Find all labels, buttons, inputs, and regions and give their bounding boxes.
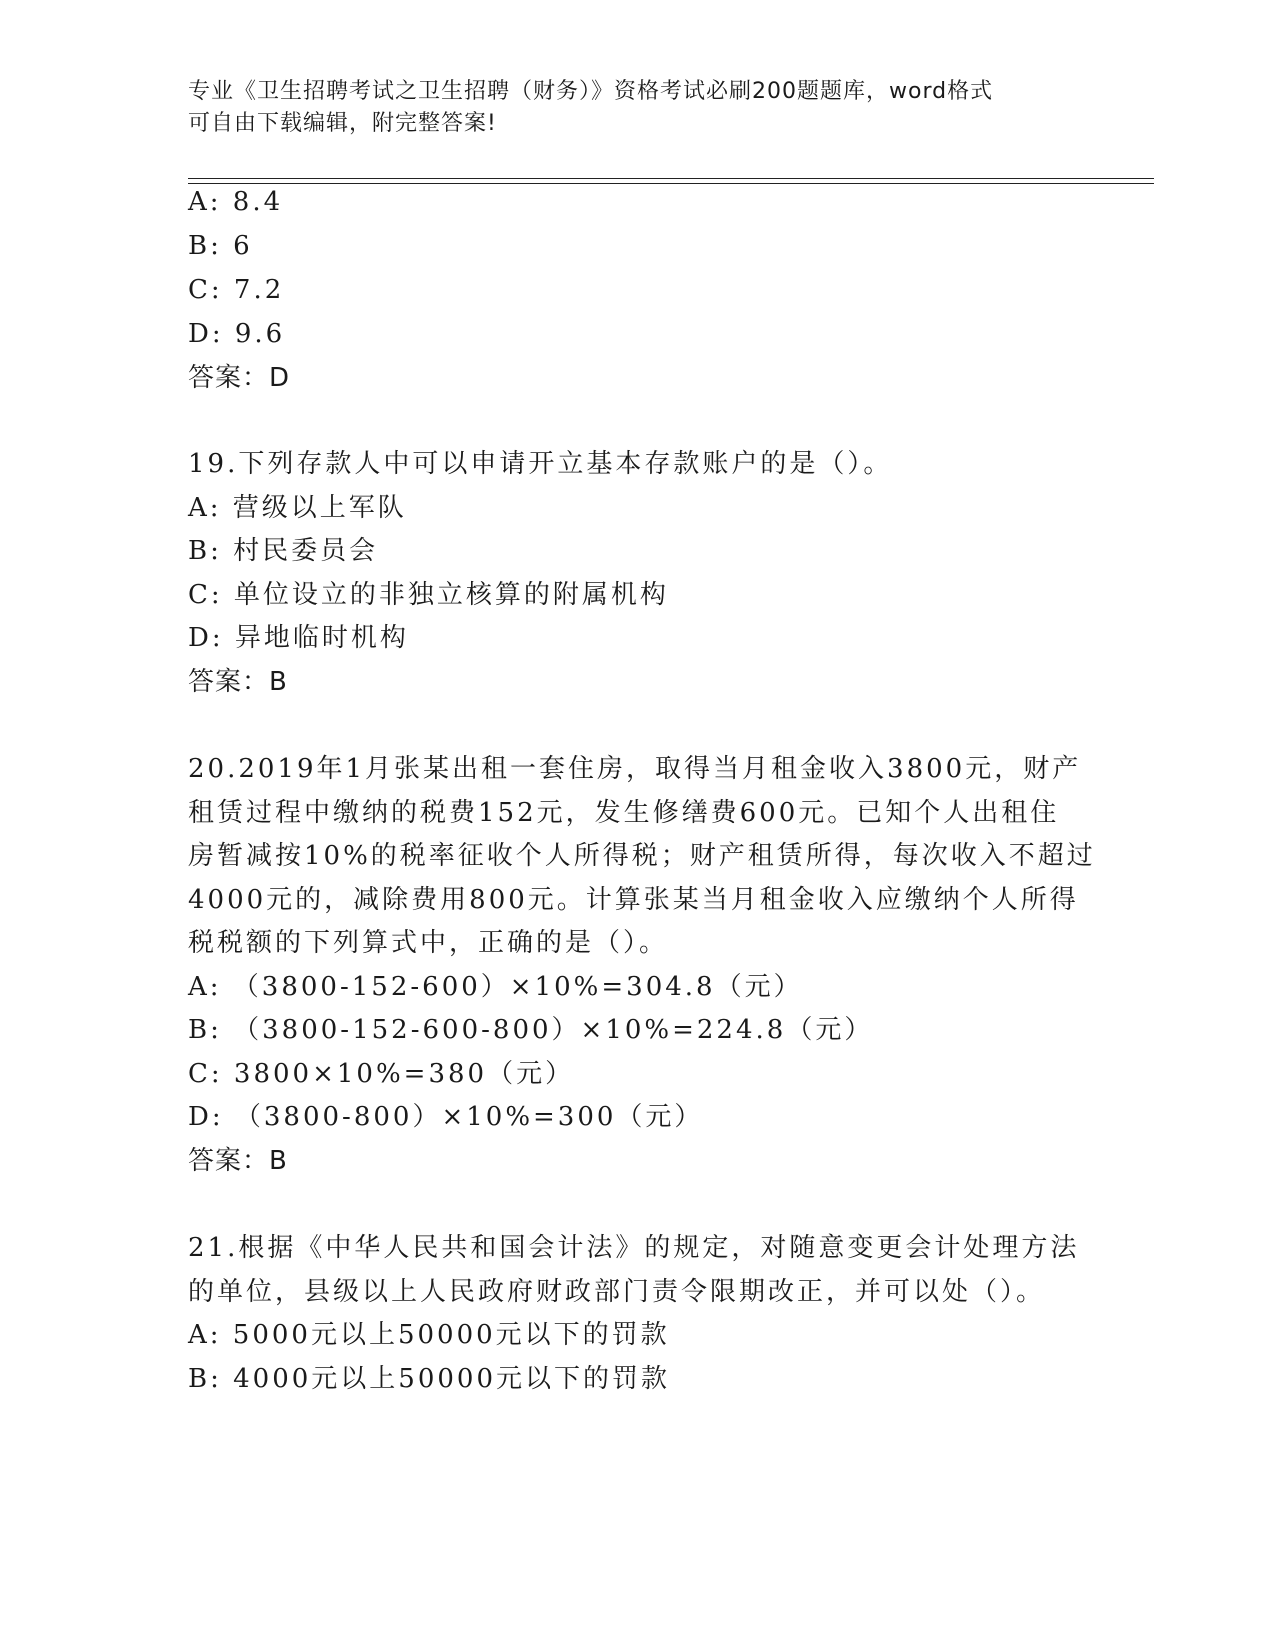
q19-option-a: A: 营级以上军队: [188, 493, 407, 523]
q19-stem: 19.下列存款人中可以申请开立基本存款账户的是（）。: [188, 449, 893, 479]
q18-option-b: B: 6: [188, 231, 253, 261]
q19-option-b: B: 村民委员会: [188, 536, 379, 566]
q19-answer: 答案：B: [188, 667, 288, 697]
document-header: [188, 76, 1068, 140]
q18-option-a: A: 8.4: [188, 187, 284, 217]
q20-stem-line-1: 20.2019年1月张某出租一套住房，取得当月租金收入3800元，财产: [188, 754, 1082, 784]
q21-stem-line-1: 21.根据《中华人民共和国会计法》的规定，对随意变更会计处理方法: [188, 1233, 1080, 1263]
header-divider-top: [188, 178, 1154, 179]
q21-option-a: A: 5000元以上50000元以下的罚款: [188, 1320, 670, 1350]
q21-option-b: B: 4000元以上50000元以下的罚款: [188, 1364, 671, 1394]
q20-stem-line-4: 4000元的，减除费用800元。计算张某当月租金收入应缴纳个人所得: [188, 885, 1079, 915]
header-line-2: 可自由下载编辑，附完整答案!: [188, 111, 497, 136]
header-line-1: 专业《卫生招聘考试之卫生招聘（财务）》资格考试必刷200题题库，word格式: [188, 79, 994, 104]
q18-option-c: C: 7.2: [188, 275, 285, 305]
q20-answer: 答案：B: [188, 1146, 288, 1176]
q18-option-d: D: 9.6: [188, 319, 286, 349]
q20-option-b: B: （3800-152-600-800）×10%=224.8（元）: [188, 1015, 874, 1045]
header-divider-bottom: [188, 183, 1154, 184]
q20-stem-line-5: 税税额的下列算式中，正确的是（）。: [188, 928, 669, 958]
q20-option-d: D: （3800-800）×10%=300（元）: [188, 1102, 704, 1132]
q19-option-d: D: 异地临时机构: [188, 623, 409, 653]
q20-stem-line-3: 房暂减按10%的税率征收个人所得税；财产租赁所得，每次收入不超过: [188, 841, 1096, 871]
q20-option-a: A: （3800-152-600）×10%=304.8（元）: [188, 972, 803, 1002]
q19-option-c: C: 单位设立的非独立核算的附属机构: [188, 580, 669, 610]
q18-answer: 答案：D: [188, 363, 291, 393]
q20-stem-line-2: 租赁过程中缴纳的税费152元，发生修缮费600元。已知个人出租住: [188, 798, 1060, 828]
q20-option-c: C: 3800×10%=380（元）: [188, 1059, 575, 1089]
q21-stem-line-2: 的单位，县级以上人民政府财政部门责令限期改正，并可以处（）。: [188, 1277, 1046, 1307]
